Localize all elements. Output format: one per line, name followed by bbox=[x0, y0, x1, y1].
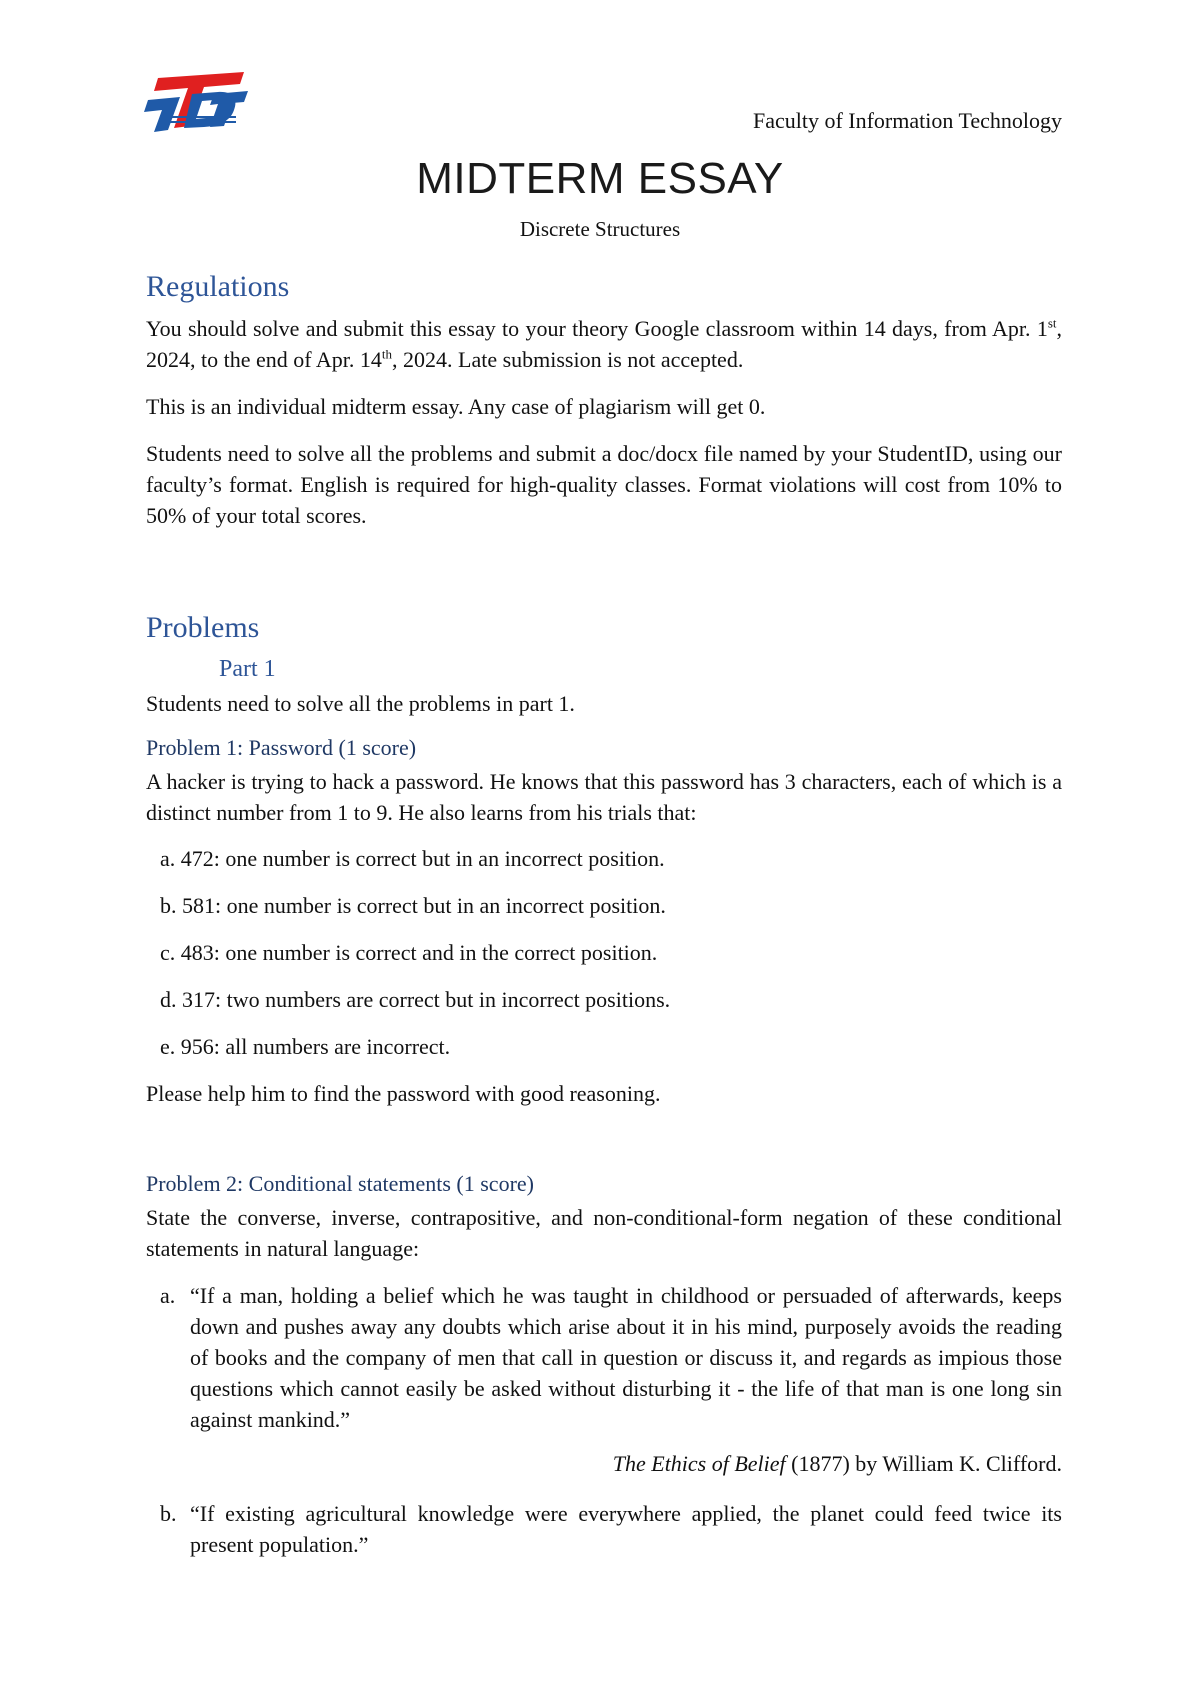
problem1-clue-c: c. 483: one number is correct and in the correct position. bbox=[160, 940, 658, 965]
faculty-name: Faculty of Information Technology bbox=[752, 108, 1062, 133]
problems-heading: Problems bbox=[146, 611, 260, 644]
problem2-intro: State the converse, inverse, contrapositive, and non-conditional-form negation of these conditional statements in natural language: bbox=[146, 1205, 1062, 1261]
problem2-statement-b bbox=[160, 1498, 1062, 1560]
problem1-clue-a: a. 472: one number is correct but in an incorrect position. bbox=[160, 846, 665, 871]
problem1-clue-e: e. 956: all numbers are incorrect. bbox=[160, 1034, 451, 1059]
problem2-statement-a bbox=[160, 1280, 1062, 1435]
citation-title: The Ethics of Belief bbox=[612, 1451, 786, 1476]
statement-label: b. bbox=[160, 1501, 177, 1526]
problem1-clue-d: d. 317: two numbers are correct but in incorrect positions. bbox=[160, 987, 671, 1012]
page-title: MIDTERM ESSAY bbox=[416, 154, 784, 203]
university-logo bbox=[144, 70, 256, 136]
problem2-heading: Problem 2: Conditional statements (1 score) bbox=[146, 1171, 534, 1196]
statement-text: “If a man, holding a belief which he was taught in childhood or persuaded of afterwards, keeps down and pushes away any doubts which arise about it in his mind, purposely avoids the reading of books and the company of men that call in question or discuss it, and regards as impious those questions which cannot easily be asked without disturbing it - the life of that man is one long sin against mankind.” bbox=[190, 1283, 1062, 1432]
part1-heading: Part 1 bbox=[219, 656, 276, 682]
problem1-intro: A hacker is trying to hack a password. He knows that this password has 3 characters, each of which is a distinct number from 1 to 9. He also learns from his trials that: bbox=[146, 769, 1062, 825]
problem1-heading: Problem 1: Password (1 score) bbox=[146, 735, 417, 760]
problem1-clue-b: b. 581: one number is correct but in an incorrect position. bbox=[160, 893, 666, 918]
regulations-heading: Regulations bbox=[146, 270, 290, 303]
course-subtitle: Discrete Structures bbox=[519, 217, 681, 241]
problem1-closing: Please help him to find the password with good reasoning. bbox=[146, 1081, 661, 1106]
statement-label: a. bbox=[160, 1283, 176, 1308]
regulations-paragraph-1: You should solve and submit this essay to your theory Google classroom within 14 days, from Apr. 1st, 2024, to the end of Apr. 14th, 2024. Late submission is not accepted. bbox=[146, 315, 1062, 372]
part1-intro: Students need to solve all the problems in part 1. bbox=[146, 691, 575, 716]
citation bbox=[613, 1451, 1062, 1477]
statement-text: “If existing agricultural knowledge were everywhere applied, the planet could feed twice its present population.” bbox=[190, 1501, 1062, 1557]
regulations-paragraph-2: This is an individual midterm essay. Any case of plagiarism will get 0. bbox=[146, 394, 766, 419]
citation-detail: (1877) by William K. Clifford. bbox=[785, 1451, 1062, 1476]
regulations-paragraph-3: Students need to solve all the problems and submit a doc/docx file named by your StudentID, using our faculty’s format. English is required for high-quality classes. Format violations will cost from 10% to 50% of your total scores. bbox=[146, 441, 1062, 528]
